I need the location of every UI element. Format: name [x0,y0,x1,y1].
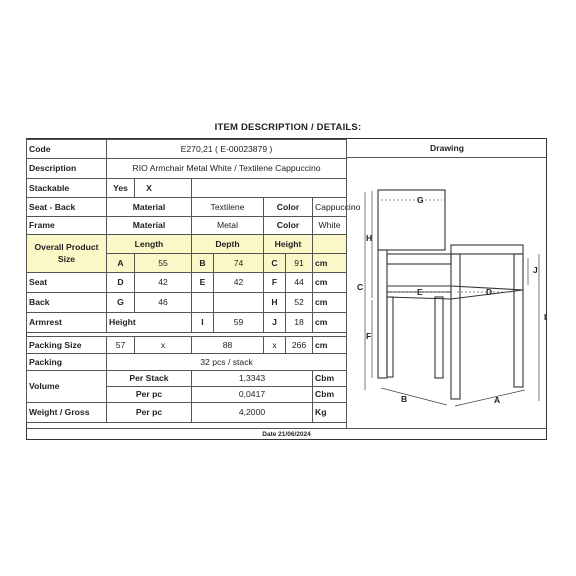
date-footer: Date 21/06/2024 [26,428,547,441]
packing-label: Packing [27,354,107,371]
packing-size-unit: cm [313,337,347,354]
row-weight [27,403,347,423]
dim-line-a [455,390,525,406]
volume-stack-unit: Cbm [313,371,347,387]
dim-label-f: F [366,331,372,341]
dim-a-value: 55 [135,254,192,273]
inner-leg [387,297,393,377]
back-leg-left [378,250,387,378]
dim-j-label: J [264,313,286,333]
seat-back-color-label: Color [264,198,313,217]
chair-drawing [347,158,547,428]
dim-g-value: 46 [135,293,192,313]
dim-label-d: D [486,287,493,297]
volume-label: Volume [27,371,107,403]
dim-e-value: 42 [214,273,264,293]
spec-table [26,139,361,423]
dim-f-label: F [264,273,286,293]
overall-unit: cm [313,254,347,273]
dim-d-label: D [107,273,135,293]
row-overall-head [27,235,347,254]
code-value: E270,21 ( E-00023879 ) [107,140,347,159]
packing-size-v3: 266 [286,337,313,354]
packing-size-x1: x [135,337,192,354]
dim-d-value: 42 [135,273,192,293]
dim-f-value: 44 [286,273,313,293]
dim-label-a: A [494,395,501,405]
frame-color-label: Color [264,217,313,235]
frame-material: Metal [192,217,264,235]
dim-label-i: I [544,312,547,322]
overall-size-label: Overall Product Size [27,235,107,273]
volume-pc-value: 0,0417 [192,387,313,403]
dim-label-h: H [366,233,373,243]
front-leg-left [451,254,460,399]
code-label: Code [27,140,107,159]
side-rail [387,254,451,264]
seat-back-label: Seat - Back [27,198,107,217]
row-back [27,293,347,313]
front-leg-right [514,254,523,387]
frame-color: White [313,217,347,235]
packing-size-v1: 57 [107,337,135,354]
row-frame [27,217,347,235]
seat-label: Seat [27,273,107,293]
volume-per-stack-label: Per Stack [107,371,192,387]
row-stackable [27,179,347,198]
volume-stack-value: 1,3343 [192,371,313,387]
dim-label-g: G [417,195,424,205]
backrest-shape [378,190,445,250]
armrest-shape [451,245,523,254]
dim-label-c: C [357,282,364,292]
dim-i-label: I [192,313,214,333]
volume-pc-unit: Cbm [313,387,347,403]
seat-back-color: Cappuccino [313,198,347,217]
packing-size-label: Packing Size [27,337,107,354]
dim-c-label: C [264,254,286,273]
row-seat-back [27,198,347,217]
stackable-label: Stackable [27,179,107,198]
back-label: Back [27,293,107,313]
packing-size-v2: 88 [192,337,264,354]
row-volume-stack [27,371,347,387]
dim-a-label: A [107,254,135,273]
dim-label-j: J [533,265,538,275]
dim-j-value: 18 [286,313,313,333]
dim-e-label: E [192,273,214,293]
dim-h-value: 52 [286,293,313,313]
back-unit: cm [313,293,347,313]
packing-size-x2: x [264,337,286,354]
armrest-height-label: Height [107,313,192,333]
height-label: Height [264,235,313,254]
dim-g-label: G [107,293,135,313]
depth-label: Depth [192,235,264,254]
dim-line-b [381,388,447,405]
row-code [27,140,347,159]
dim-label-b: B [401,394,408,404]
weight-unit: Kg [313,403,347,423]
weight-value: 4,2000 [192,403,313,423]
dim-h-label: H [264,293,286,313]
seat-back-material: Textilene [192,198,264,217]
frame-material-label: Material [107,217,192,235]
dim-c-value: 91 [286,254,313,273]
stackable-mark: X [146,182,152,193]
dim-b-label: B [192,254,214,273]
frame-label: Frame [27,217,107,235]
armrest-unit: cm [313,313,347,333]
volume-per-pc-label: Per pc [107,387,192,403]
description-value: RIO Armchair Metal White / Textilene Cappuccino [107,159,347,179]
weight-per-pc-label: Per pc [107,403,192,423]
seat-unit: cm [313,273,347,293]
back-leg-right [435,297,443,378]
row-packing-size [27,337,347,354]
dim-i-value: 59 [214,313,264,333]
row-armrest [27,313,347,333]
seat-back-material-label: Material [107,198,192,217]
drawing-area [346,158,547,428]
dim-label-e: E [417,287,423,297]
dim-b-value: 74 [214,254,264,273]
row-seat [27,273,347,293]
row-description [27,159,347,179]
description-label: Description [27,159,107,179]
row-packing [27,354,347,371]
armrest-label: Armrest [27,313,107,333]
stackable-yes: Yes [107,179,135,198]
weight-label: Weight / Gross [27,403,107,423]
packing-value: 32 pcs / stack [107,354,347,371]
length-label: Length [107,235,192,254]
drawing-header: Drawing [346,139,547,158]
page-title: ITEM DESCRIPTION / DETAILS: [214,122,362,133]
